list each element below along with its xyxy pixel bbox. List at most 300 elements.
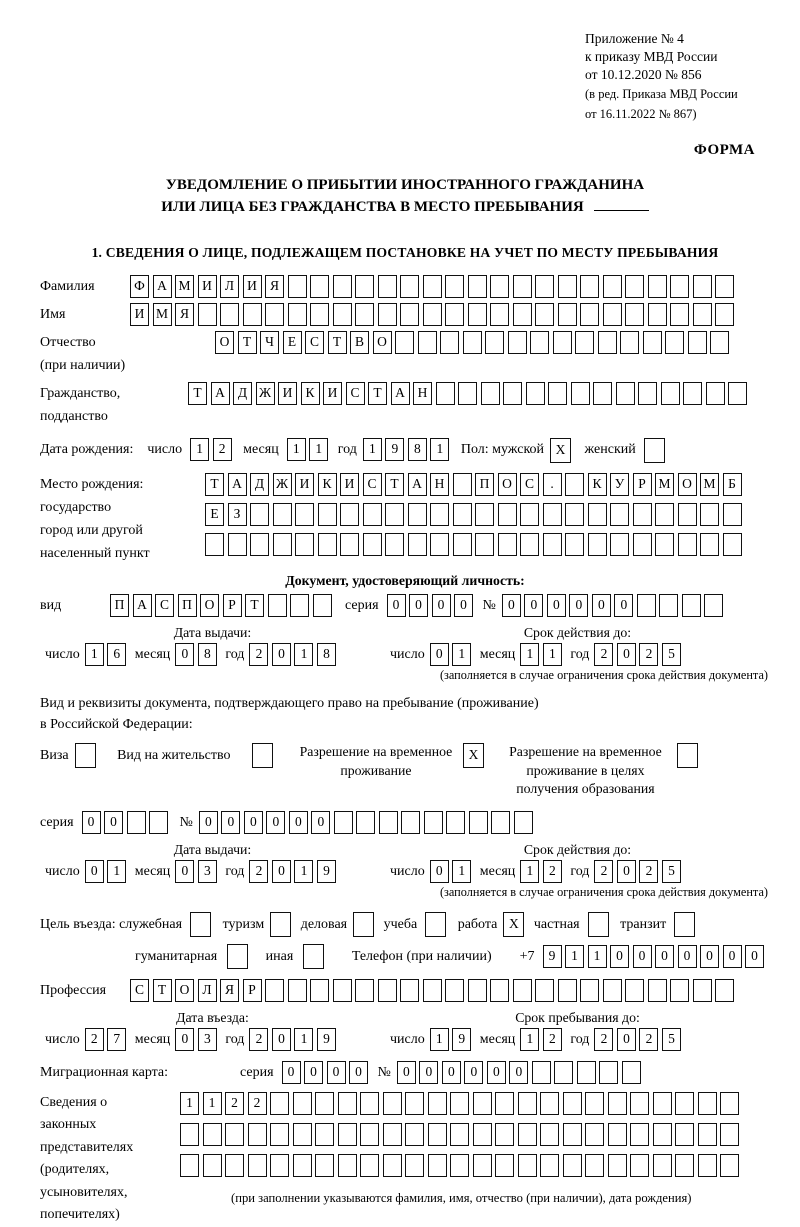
form-cell[interactable] [401, 811, 420, 834]
form-cell[interactable] [563, 1154, 582, 1177]
form-cell[interactable] [436, 382, 455, 405]
form-cell[interactable] [661, 382, 680, 405]
form-cell[interactable] [495, 1123, 514, 1146]
form-cell[interactable] [423, 979, 442, 1002]
form-cell[interactable] [445, 979, 464, 1002]
form-cell[interactable] [243, 303, 262, 326]
form-cell[interactable]: И [130, 303, 149, 326]
form-cell[interactable] [395, 331, 414, 354]
form-cell[interactable]: 5 [662, 860, 681, 883]
form-cell[interactable]: 0 [700, 945, 719, 968]
form-cell[interactable]: 2 [543, 1028, 562, 1051]
form-cell[interactable]: И [198, 275, 217, 298]
form-cell[interactable] [273, 503, 292, 526]
form-cell[interactable] [599, 1061, 618, 1084]
form-cell[interactable] [670, 979, 689, 1002]
form-cell[interactable] [360, 1154, 379, 1177]
form-cell[interactable]: А [153, 275, 172, 298]
form-cell[interactable]: 3 [198, 1028, 217, 1051]
form-cell[interactable]: Л [198, 979, 217, 1002]
form-cell[interactable] [356, 811, 375, 834]
form-cell[interactable]: 7 [107, 1028, 126, 1051]
form-cell[interactable]: 0 [442, 1061, 461, 1084]
form-cell[interactable]: 2 [85, 1028, 104, 1051]
form-cell[interactable] [535, 303, 554, 326]
form-cell[interactable] [565, 473, 584, 496]
form-cell[interactable] [683, 382, 702, 405]
form-cell[interactable] [598, 331, 617, 354]
form-cell[interactable] [353, 912, 374, 937]
form-cell[interactable]: К [301, 382, 320, 405]
form-cell[interactable]: Т [328, 331, 347, 354]
form-cell[interactable] [625, 275, 644, 298]
form-cell[interactable]: А [211, 382, 230, 405]
form-cell[interactable] [383, 1123, 402, 1146]
form-cell[interactable]: 0 [454, 594, 473, 617]
form-cell[interactable] [498, 503, 517, 526]
form-cell[interactable] [75, 743, 96, 768]
form-cell[interactable] [643, 331, 662, 354]
form-cell[interactable] [558, 275, 577, 298]
form-cell[interactable]: 0 [633, 945, 652, 968]
form-cell[interactable]: О [678, 473, 697, 496]
form-cell[interactable] [593, 382, 612, 405]
form-cell[interactable] [526, 382, 545, 405]
form-cell[interactable] [630, 1123, 649, 1146]
form-cell[interactable] [468, 275, 487, 298]
form-cell[interactable]: О [215, 331, 234, 354]
form-cell[interactable] [518, 1123, 537, 1146]
form-cell[interactable]: П [475, 473, 494, 496]
form-cell[interactable] [530, 331, 549, 354]
form-cell[interactable] [250, 503, 269, 526]
form-cell[interactable]: . [543, 473, 562, 496]
form-cell[interactable]: Б [723, 473, 742, 496]
form-cell[interactable] [675, 1123, 694, 1146]
form-cell[interactable] [558, 303, 577, 326]
form-cell[interactable] [535, 275, 554, 298]
form-cell[interactable] [518, 1092, 537, 1115]
form-cell[interactable] [149, 811, 168, 834]
form-cell[interactable]: О [373, 331, 392, 354]
form-cell[interactable]: 0 [655, 945, 674, 968]
form-cell[interactable]: С [520, 473, 539, 496]
form-cell[interactable] [475, 503, 494, 526]
form-cell[interactable] [290, 594, 309, 617]
form-cell[interactable] [518, 1154, 537, 1177]
form-cell[interactable] [715, 979, 734, 1002]
form-cell[interactable] [338, 1154, 357, 1177]
form-cell[interactable] [620, 331, 639, 354]
form-cell[interactable] [303, 944, 324, 969]
form-cell[interactable] [400, 275, 419, 298]
form-cell[interactable] [333, 303, 352, 326]
form-cell[interactable] [648, 303, 667, 326]
form-cell[interactable] [203, 1123, 222, 1146]
form-cell[interactable] [720, 1123, 739, 1146]
form-cell[interactable] [440, 331, 459, 354]
form-cell[interactable]: 0 [432, 594, 451, 617]
form-cell[interactable]: 0 [104, 811, 123, 834]
form-cell[interactable] [603, 275, 622, 298]
form-cell[interactable]: З [228, 503, 247, 526]
form-cell[interactable]: 1 [430, 1028, 449, 1051]
form-cell[interactable]: 0 [487, 1061, 506, 1084]
form-cell[interactable]: М [655, 473, 674, 496]
form-cell[interactable]: 0 [614, 594, 633, 617]
form-cell[interactable] [481, 382, 500, 405]
form-cell[interactable]: 0 [221, 811, 240, 834]
form-cell[interactable] [633, 503, 652, 526]
form-cell[interactable] [513, 979, 532, 1002]
form-cell[interactable] [453, 503, 472, 526]
form-cell[interactable]: 0 [272, 860, 291, 883]
form-cell[interactable]: 0 [419, 1061, 438, 1084]
form-cell[interactable]: И [340, 473, 359, 496]
form-cell[interactable]: С [363, 473, 382, 496]
form-cell[interactable] [405, 1123, 424, 1146]
form-cell[interactable]: 0 [610, 945, 629, 968]
form-cell[interactable]: 0 [569, 594, 588, 617]
form-cell[interactable] [430, 503, 449, 526]
form-cell[interactable] [710, 331, 729, 354]
form-cell[interactable]: 0 [272, 643, 291, 666]
form-cell[interactable] [248, 1123, 267, 1146]
form-cell[interactable] [490, 303, 509, 326]
form-cell[interactable] [379, 811, 398, 834]
form-cell[interactable] [715, 275, 734, 298]
form-cell[interactable]: А [228, 473, 247, 496]
form-cell[interactable]: 1 [190, 438, 209, 461]
form-cell[interactable]: 0 [397, 1061, 416, 1084]
form-cell[interactable]: 0 [175, 860, 194, 883]
form-cell[interactable]: 0 [678, 945, 697, 968]
form-cell[interactable] [315, 1092, 334, 1115]
form-cell[interactable]: А [391, 382, 410, 405]
form-cell[interactable]: А [408, 473, 427, 496]
form-cell[interactable]: 1 [565, 945, 584, 968]
form-cell[interactable] [469, 811, 488, 834]
form-cell[interactable] [250, 533, 269, 556]
form-cell[interactable] [423, 275, 442, 298]
form-cell[interactable]: 0 [547, 594, 566, 617]
form-cell[interactable] [310, 979, 329, 1002]
form-cell[interactable] [625, 303, 644, 326]
form-cell[interactable] [675, 1092, 694, 1115]
form-cell[interactable] [622, 1061, 641, 1084]
form-cell[interactable]: Д [250, 473, 269, 496]
form-cell[interactable] [543, 533, 562, 556]
form-cell[interactable] [715, 303, 734, 326]
form-cell[interactable] [473, 1123, 492, 1146]
form-cell[interactable]: 0 [85, 860, 104, 883]
form-cell[interactable]: 0 [282, 1061, 301, 1084]
form-cell[interactable]: Т [205, 473, 224, 496]
form-cell[interactable] [424, 811, 443, 834]
form-cell[interactable]: 6 [107, 643, 126, 666]
form-cell[interactable] [363, 503, 382, 526]
form-cell[interactable]: 5 [662, 643, 681, 666]
form-cell[interactable] [333, 275, 352, 298]
form-cell[interactable]: 0 [199, 811, 218, 834]
form-cell[interactable]: С [130, 979, 149, 1002]
form-cell[interactable] [670, 275, 689, 298]
form-cell[interactable]: 0 [723, 945, 742, 968]
form-cell[interactable] [490, 979, 509, 1002]
form-cell[interactable] [203, 1154, 222, 1177]
form-cell[interactable]: 1 [203, 1092, 222, 1115]
form-cell[interactable] [675, 1154, 694, 1177]
form-cell[interactable]: 0 [430, 643, 449, 666]
form-cell[interactable] [446, 811, 465, 834]
form-cell[interactable]: К [588, 473, 607, 496]
form-cell[interactable] [693, 303, 712, 326]
form-cell[interactable]: 0 [244, 811, 263, 834]
form-cell[interactable] [608, 1092, 627, 1115]
form-cell[interactable] [648, 275, 667, 298]
form-cell[interactable] [603, 979, 622, 1002]
form-cell[interactable]: Ж [256, 382, 275, 405]
form-cell[interactable] [698, 1123, 717, 1146]
form-cell[interactable] [563, 1123, 582, 1146]
form-cell[interactable] [565, 503, 584, 526]
form-cell[interactable] [220, 303, 239, 326]
form-cell[interactable]: 2 [639, 860, 658, 883]
form-cell[interactable]: 1 [287, 438, 306, 461]
form-cell[interactable]: Я [265, 275, 284, 298]
form-cell[interactable] [665, 331, 684, 354]
form-cell[interactable]: 1 [363, 438, 382, 461]
form-cell[interactable] [468, 303, 487, 326]
form-cell[interactable]: Е [205, 503, 224, 526]
form-cell[interactable] [360, 1092, 379, 1115]
form-cell[interactable]: 1 [107, 860, 126, 883]
form-cell[interactable]: 0 [311, 811, 330, 834]
form-cell[interactable]: X [463, 743, 484, 768]
form-cell[interactable]: 0 [175, 1028, 194, 1051]
form-cell[interactable]: В [350, 331, 369, 354]
form-cell[interactable] [580, 275, 599, 298]
form-cell[interactable]: 2 [639, 1028, 658, 1051]
form-cell[interactable]: 0 [617, 860, 636, 883]
form-cell[interactable] [503, 382, 522, 405]
form-cell[interactable] [548, 382, 567, 405]
form-cell[interactable] [340, 533, 359, 556]
form-cell[interactable] [588, 503, 607, 526]
form-cell[interactable] [588, 912, 609, 937]
form-cell[interactable] [495, 1154, 514, 1177]
form-cell[interactable] [385, 533, 404, 556]
form-cell[interactable]: Т [188, 382, 207, 405]
form-cell[interactable] [514, 811, 533, 834]
form-cell[interactable] [491, 811, 510, 834]
form-cell[interactable] [378, 303, 397, 326]
form-cell[interactable] [637, 594, 656, 617]
form-cell[interactable] [418, 331, 437, 354]
form-cell[interactable]: И [243, 275, 262, 298]
form-cell[interactable] [355, 979, 374, 1002]
form-cell[interactable] [659, 594, 678, 617]
form-cell[interactable]: 2 [249, 643, 268, 666]
form-cell[interactable]: П [178, 594, 197, 617]
form-cell[interactable]: 0 [349, 1061, 368, 1084]
form-cell[interactable] [630, 1092, 649, 1115]
form-cell[interactable] [360, 1123, 379, 1146]
form-cell[interactable]: Ф [130, 275, 149, 298]
form-cell[interactable]: 9 [452, 1028, 471, 1051]
form-cell[interactable] [428, 1092, 447, 1115]
form-cell[interactable] [383, 1092, 402, 1115]
form-cell[interactable] [565, 533, 584, 556]
form-cell[interactable]: 9 [317, 1028, 336, 1051]
form-cell[interactable] [270, 1123, 289, 1146]
form-cell[interactable]: 2 [594, 860, 613, 883]
form-cell[interactable] [513, 303, 532, 326]
form-cell[interactable]: Р [223, 594, 242, 617]
form-cell[interactable] [338, 1092, 357, 1115]
form-cell[interactable]: У [610, 473, 629, 496]
form-cell[interactable] [293, 1154, 312, 1177]
form-cell[interactable]: 0 [464, 1061, 483, 1084]
form-cell[interactable] [693, 979, 712, 1002]
form-cell[interactable] [315, 1154, 334, 1177]
form-cell[interactable] [288, 275, 307, 298]
form-cell[interactable]: О [498, 473, 517, 496]
form-cell[interactable] [698, 1154, 717, 1177]
form-cell[interactable]: И [278, 382, 297, 405]
form-cell[interactable] [405, 1154, 424, 1177]
form-cell[interactable] [453, 473, 472, 496]
form-cell[interactable] [700, 533, 719, 556]
form-cell[interactable] [540, 1123, 559, 1146]
form-cell[interactable] [682, 594, 701, 617]
form-cell[interactable]: X [550, 438, 571, 463]
form-cell[interactable] [610, 533, 629, 556]
form-cell[interactable]: 0 [304, 1061, 323, 1084]
form-cell[interactable] [638, 382, 657, 405]
form-cell[interactable] [340, 503, 359, 526]
form-cell[interactable]: И [323, 382, 342, 405]
form-cell[interactable] [450, 1092, 469, 1115]
form-cell[interactable] [318, 533, 337, 556]
form-cell[interactable]: Л [220, 275, 239, 298]
form-cell[interactable] [704, 594, 723, 617]
form-cell[interactable]: 2 [594, 1028, 613, 1051]
form-cell[interactable] [495, 1092, 514, 1115]
form-cell[interactable]: 0 [266, 811, 285, 834]
form-cell[interactable] [310, 275, 329, 298]
form-cell[interactable] [338, 1123, 357, 1146]
form-cell[interactable]: А [133, 594, 152, 617]
form-cell[interactable] [520, 533, 539, 556]
form-cell[interactable] [295, 533, 314, 556]
form-cell[interactable] [430, 533, 449, 556]
form-cell[interactable] [268, 594, 287, 617]
form-cell[interactable]: Т [385, 473, 404, 496]
form-cell[interactable] [270, 1154, 289, 1177]
form-cell[interactable] [408, 503, 427, 526]
form-cell[interactable]: С [346, 382, 365, 405]
form-cell[interactable]: 0 [617, 1028, 636, 1051]
form-cell[interactable] [475, 533, 494, 556]
form-cell[interactable] [363, 533, 382, 556]
form-cell[interactable] [720, 1092, 739, 1115]
form-cell[interactable] [558, 979, 577, 1002]
form-cell[interactable] [405, 1092, 424, 1115]
form-cell[interactable]: 2 [249, 860, 268, 883]
form-cell[interactable]: П [110, 594, 129, 617]
form-cell[interactable] [252, 743, 273, 768]
form-cell[interactable] [378, 275, 397, 298]
form-cell[interactable]: 0 [175, 643, 194, 666]
form-cell[interactable] [463, 331, 482, 354]
form-cell[interactable] [355, 303, 374, 326]
form-cell[interactable]: 9 [543, 945, 562, 968]
form-cell[interactable]: 0 [502, 594, 521, 617]
form-cell[interactable]: Ч [260, 331, 279, 354]
form-cell[interactable]: 1 [294, 860, 313, 883]
form-cell[interactable] [698, 1092, 717, 1115]
form-cell[interactable] [265, 979, 284, 1002]
form-cell[interactable]: 1 [520, 1028, 539, 1051]
form-cell[interactable] [445, 275, 464, 298]
form-cell[interactable]: 1 [430, 438, 449, 461]
form-cell[interactable]: 2 [249, 1028, 268, 1051]
form-cell[interactable]: 0 [409, 594, 428, 617]
form-cell[interactable] [334, 811, 353, 834]
form-cell[interactable] [198, 303, 217, 326]
form-cell[interactable] [585, 1092, 604, 1115]
form-cell[interactable] [425, 912, 446, 937]
form-cell[interactable] [468, 979, 487, 1002]
form-cell[interactable] [540, 1092, 559, 1115]
form-cell[interactable]: К [318, 473, 337, 496]
form-cell[interactable] [575, 331, 594, 354]
form-cell[interactable]: 2 [225, 1092, 244, 1115]
form-cell[interactable]: 1 [520, 860, 539, 883]
form-cell[interactable] [408, 533, 427, 556]
form-cell[interactable] [655, 503, 674, 526]
form-cell[interactable]: Ж [273, 473, 292, 496]
form-cell[interactable] [473, 1154, 492, 1177]
form-cell[interactable] [450, 1123, 469, 1146]
form-cell[interactable]: 1 [520, 643, 539, 666]
form-cell[interactable]: 8 [408, 438, 427, 461]
form-cell[interactable] [700, 503, 719, 526]
form-cell[interactable] [498, 533, 517, 556]
form-cell[interactable] [423, 303, 442, 326]
form-cell[interactable]: 1 [588, 945, 607, 968]
form-cell[interactable]: Н [430, 473, 449, 496]
form-cell[interactable] [543, 503, 562, 526]
form-cell[interactable] [490, 275, 509, 298]
form-cell[interactable] [520, 503, 539, 526]
form-cell[interactable]: 1 [180, 1092, 199, 1115]
form-cell[interactable] [706, 382, 725, 405]
form-cell[interactable]: 1 [85, 643, 104, 666]
form-cell[interactable]: 2 [543, 860, 562, 883]
form-cell[interactable]: X [503, 912, 524, 937]
form-cell[interactable]: 8 [317, 643, 336, 666]
form-cell[interactable]: 1 [543, 643, 562, 666]
form-cell[interactable]: 1 [452, 643, 471, 666]
form-cell[interactable] [580, 303, 599, 326]
form-cell[interactable] [535, 979, 554, 1002]
form-cell[interactable] [648, 979, 667, 1002]
form-cell[interactable] [265, 303, 284, 326]
form-cell[interactable]: 5 [662, 1028, 681, 1051]
form-cell[interactable] [563, 1092, 582, 1115]
